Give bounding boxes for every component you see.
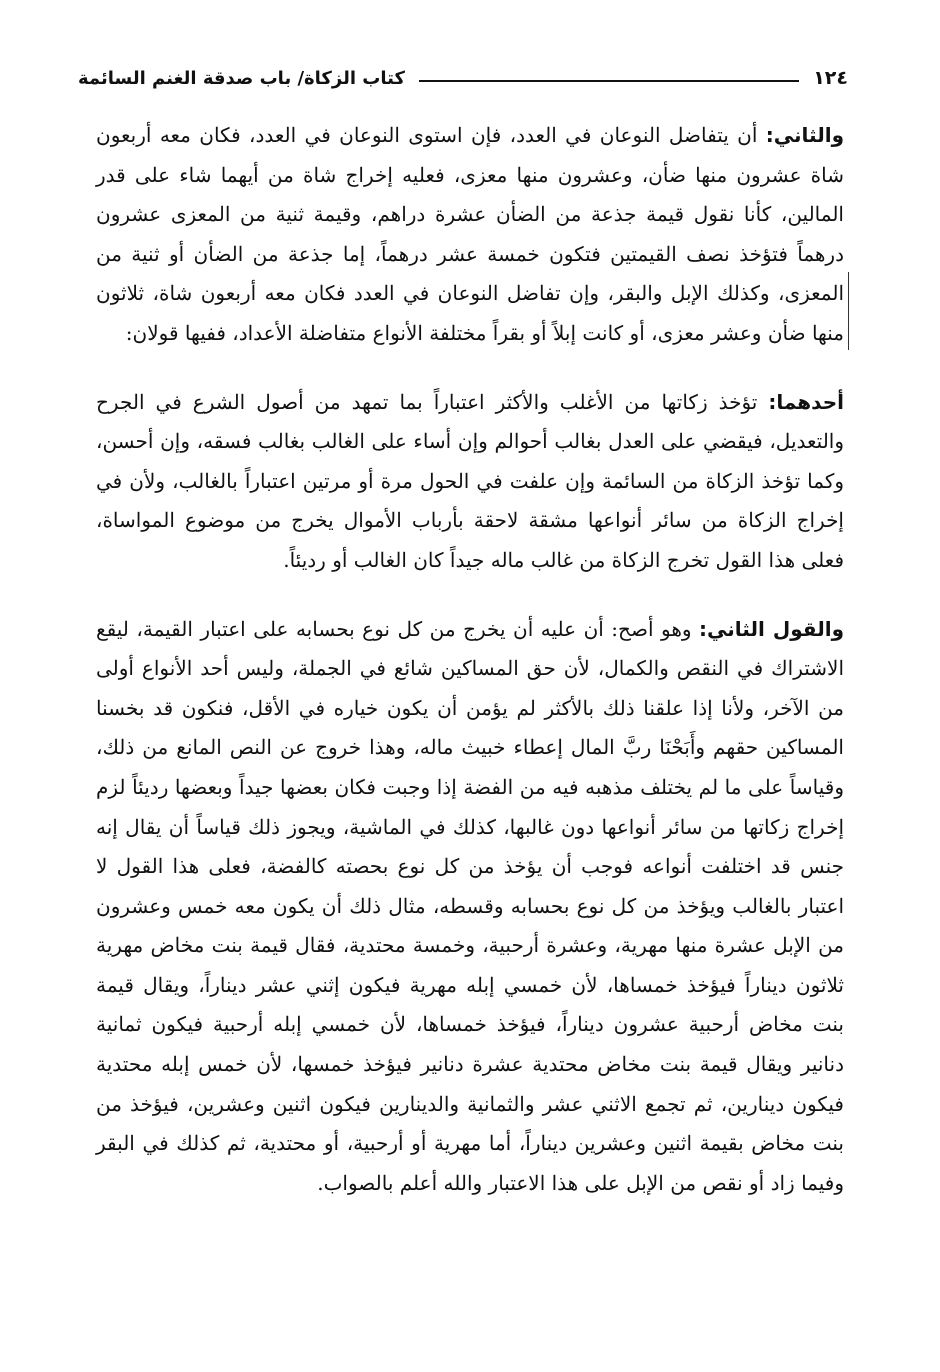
paragraph-second-case bbox=[96, 116, 844, 354]
paragraph-text: تؤخذ زكاتها من الأغلب والأكثر اعتباراً بما تمهد من أصول الشرع في الجرح والتعديل، فيقضي على العدل بغالب أحوالم وإن أساء على الغالب بغالب فسقه، وإن أحسن، وكما تؤخذ الزكاة من السائمة وإن علفت في الحول مرة أو مرتين اعتباراً بالغالب، ولأن في إخراج الزكاة من سائر أنواعها مشقة لاحقة بأرباب الأموال يخرج من موضوع المواساة، فعلى هذا القول تخرج الزكاة من غالب ماله جيداً كان الغالب أو رديئاً. bbox=[96, 389, 845, 572]
page-header bbox=[78, 58, 848, 98]
paragraph-first-opinion bbox=[96, 383, 844, 581]
paragraph-gap bbox=[96, 581, 844, 610]
header-rule bbox=[419, 80, 799, 82]
paragraph-text: أن يتفاضل النوعان في العدد، فإن استوى النوعان في العدد، فكان معه أربعون شاة عشرون منها ضأن، وعشرون منها معزى، فعليه إخراج شاة من أيهما شاء على قدر المالين، كأنا نقول قيمة جذعة من الضأن عشرة دراهم، وقيمة ثنية من المعزى عشرون درهماً فتؤخذ نصف القيمتين فتكون خمسة عشر درهماً، إما جذعة من الضأن أو ثنية من المعزى، وكذلك الإبل والبقر، وإن تفاضل النوعان في العدد فكان معه أربعون شاة، ثلاثون منها ضأن وعشر معزى، أو كانت إبلاً أو بقراً مختلفة الأنواع متفاضلة الأعداد، ففيها قولان: bbox=[96, 123, 844, 345]
paragraph-lead: والثاني: bbox=[765, 123, 845, 147]
running-title: كتاب الزكاة/ باب صدقة الغنم السائمة bbox=[78, 67, 405, 89]
margin-line bbox=[848, 272, 849, 350]
paragraph-lead: والقول الثاني: bbox=[699, 616, 844, 641]
paragraph-gap bbox=[96, 354, 844, 383]
paragraph-lead: أحدهما: bbox=[768, 389, 844, 414]
body-text bbox=[96, 116, 844, 1203]
paragraph-second-opinion bbox=[96, 610, 844, 1204]
paragraph-text: وهو أصح: أن عليه أن يخرج من كل نوع بحسابه على اعتبار القيمة، ليقع الاشتراك في النقص والكمال، لأن حق المساكين شائع في الجملة، وليس أحد الأنواع أولى من الآخر، ولأنا إذا علقنا ذلك بالأكثر لم يؤمن أن يكون خياره في الأقل، فنكون قد بخسنا المساكين حقهم وأَبَحْنَا ربَّ المال إعطاء خبيث ماله، وهذا خروج عن النص المانع من ذلك، وقياساً على ما لم يختلف مذهبه فيه من الفضة إذا وجبت فكان بعضها جيداً وبعضها رديئاً لزم إخراج زكاتها من سائر أنواعها دون غالبها، كذلك في الماشية، ويجوز ذلك قياساً أن يقال إنه جنس قد اختلفت أنواعه فوجب أن يؤخذ من كل نوع بحصته كالفضة، فعلى هذا القول لا اعتبار بالغالب ويؤخذ من كل نوع بحسابه وقسطه، مثال ذلك أن يكون معه خمس وعشرون من الإبل عشرة منها مهرية، وعشرة أرحبية، وخمسة محتدية، فقال قيمة بنت مخاض مهرية ثلاثون ديناراً فيؤخذ خمساها، لأن خمسي إبله مهرية فيكون إثني عشر ديناراً، ويقال قيمة بنت مخاض أرحبية عشرون ديناراً، فيؤخذ خمساها، لأن خمسي إبله أرحبية فيكون ثمانية دنانير ويقال قيمة بنت مخاض محتدية عشرة دنانير فيؤخذ خمسها، لأن خمس إبله محتدية فيكون دينارين، ثم تجمع الاثني عشر والثمانية والدينارين فيكون اثنين وعشرين، فيؤخذ من بنت مخاض بقيمة اثنين وعشرين ديناراً، أما مهرية أو أرحبية، أو محتدية، ثم كذلك في البقر وفيما زاد أو نقص من الإبل على هذا الاعتبار والله أعلم بالصواب. bbox=[96, 616, 845, 1195]
page-number: ١٢٤ bbox=[813, 67, 848, 89]
